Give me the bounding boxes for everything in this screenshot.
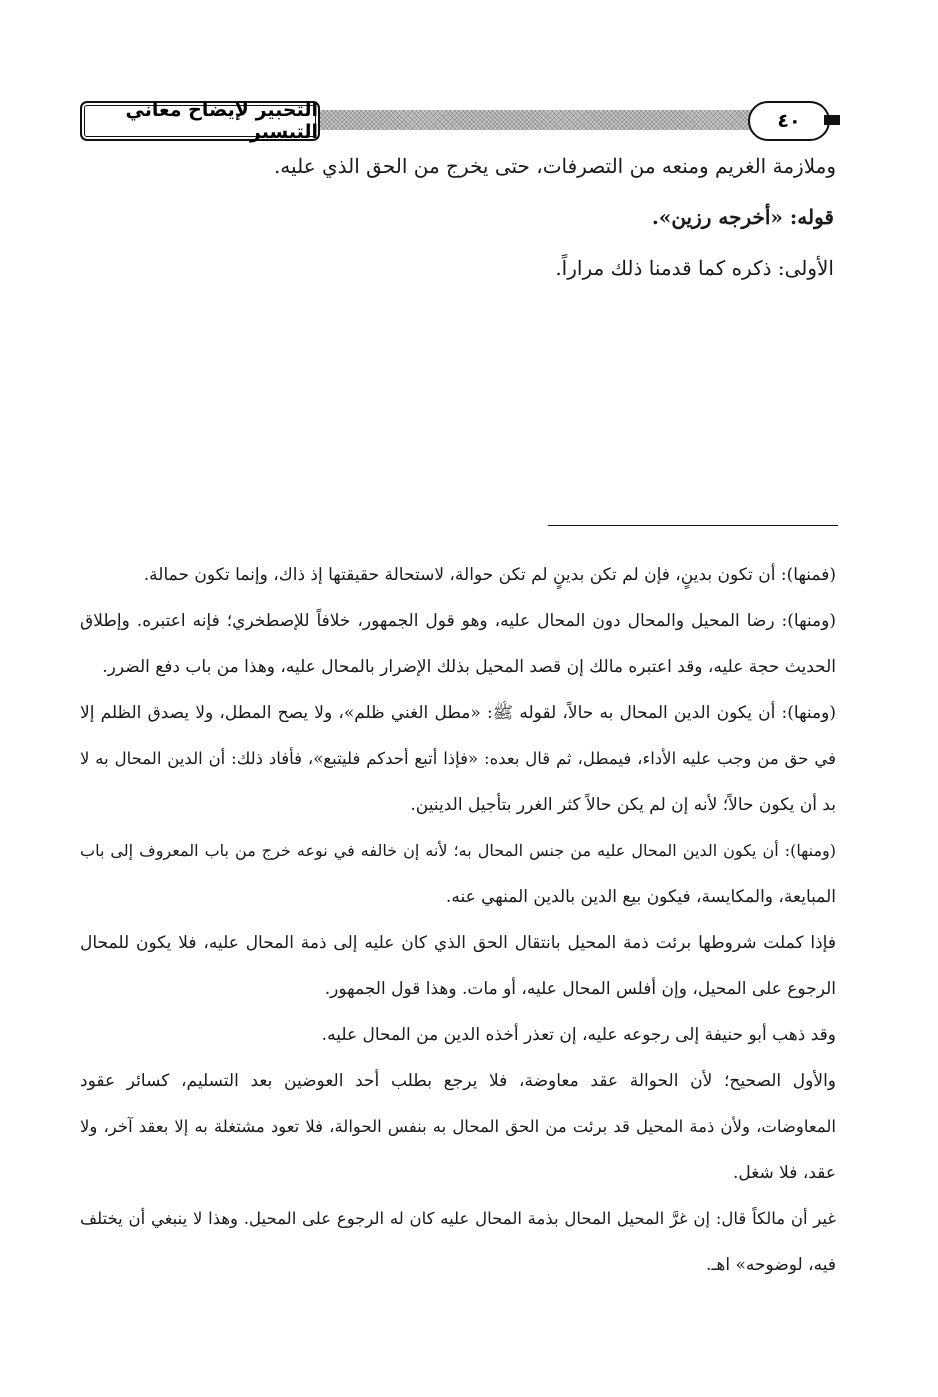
footnote-line: فيه، لوضوحه» اهـ. (706, 1255, 836, 1275)
footnote-line: الحديث حجة عليه، وقد اعتبره مالك إن قصد المحيل بذلك الإضرار بالمحال عليه، وهذا من باب دفع الضرر. (102, 657, 836, 677)
footnote-line: (ومنها): أن يكون الدين المحال به حالاً، لقوله ﷺ: «مطل الغني ظلم»، ولا يصح المطل، ولا يصدق الظلم إلا (80, 703, 836, 723)
footnote-line: (ومنها): أن يكون الدين المحال عليه من جنس المحال به؛ لأنه إن خالفه في نوعه خرج من باب المعروف إلى باب (80, 841, 836, 860)
footnote-line: (ومنها): رضا المحيل والمحال دون المحال عليه، وهو قول الجمهور، خلافاً للإصطخري؛ فإنه اعتبره. وإطلاق (80, 611, 836, 631)
footnote-separator (548, 525, 838, 526)
footnote-line: المعاوضات، ولأن ذمة المحيل قد برئت من الحق المحال به بنفس الحوالة، فلا تعود مشتغلة به إلا بعقد آخر، ولا (80, 1117, 836, 1136)
book-title: التحبير لإيضاح معاني التيسير (80, 101, 320, 141)
footnote-line: والأول الصحيح؛ لأن الحوالة عقد معاوضة، فلا يرجع بطلب أحد العوضين بعد التسليم، كسائر عقود (80, 1071, 836, 1091)
footnote-line: غير أن مالكاً قال: إن غرَّ المحيل المحال بذمة المحال عليه كان له الرجوع على المحيل. وهذا لا ينبغي أن يختلف (80, 1209, 836, 1228)
main-text-line: وملازمة الغريم ومنعه من التصرفات، حتى يخرج من الحق الذي عليه. (273, 154, 836, 178)
footnote-line: وقد ذهب أبو حنيفة إلى رجوعه عليه، إن تعذر أخذه الدين من المحال عليه. (321, 1025, 836, 1045)
footnote-line: الرجوع على المحيل، وإن أفلس المحال عليه، أو مات. وهذا قول الجمهور. (324, 979, 836, 999)
footnote-line: في حق من وجب عليه الأداء، فيمطل، ثم قال بعده: «فإذا أتبع أحدكم فليتبع»، فأفاد ذلك: أن الدين المحال به لا (80, 749, 836, 768)
header-ornament-tail (824, 115, 840, 125)
footnote-line: (فمنها): أن تكون بدينٍ، فإن لم تكن بدينٍ لم تكن حوالة، لاستحالة حقيقتها إذ ذاك، وإنما تكون حمالة. (143, 565, 836, 585)
header-ornament-band (320, 110, 810, 130)
footnote-line: المبايعة، والمكايسة، فيكون بيع الدين بالدين المنهي عنه. (445, 887, 836, 907)
footnote-line: بد أن يكون حالاً؛ لأنه إن لم يكن حالاً كثر الغرر بتأجيل الدينين. (410, 795, 836, 815)
main-text-line: قوله: «أخرجه رزين». (651, 205, 834, 229)
page-number: ٤٠ (748, 101, 830, 141)
main-text-line: الأولى: ذكره كما قدمنا ذلك مراراً. (555, 256, 834, 280)
footnote-line: عقد، فلا شغل. (733, 1163, 836, 1183)
footnote-line: فإذا كملت شروطها برئت ذمة المحيل بانتقال الحق الذي كان عليه إلى ذمة المحال عليه، فلا يكون للمحال (80, 933, 836, 953)
running-header (80, 98, 840, 142)
